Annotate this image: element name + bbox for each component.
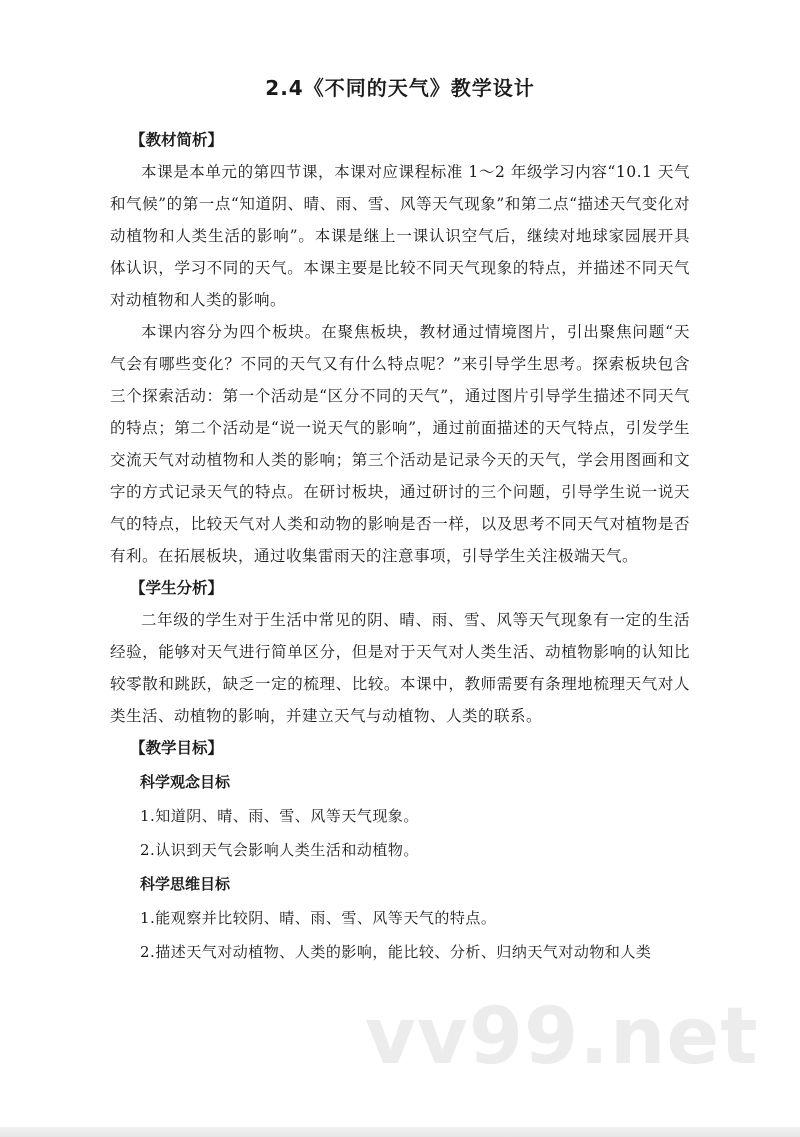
paragraph: 本课是本单元的第四节课，本课对应课程标准 1～2 年级学习内容“10.1 天气和气候”的第一点“知道阴、晴、雨、雪、风等天气现象”和第二点“描述天气变化对动植物和人类生活的影响”。本课是继上一课认识空气后，继续对地球家园展开具体认识，学习不同的天气。本课主要是比较不同天气现象的特点，并描述不同天气对动植物和人类的影响。 [110,163,690,309]
document-body [110,72,690,968]
paragraph: 二年级的学生对于生活中常见的阴、晴、雨、雪、风等天气现象有一定的生活经验，能够对天气进行简单区分，但是对于天气对人类生活、动植物影响的认知比较零散和跳跃，缺乏一定的梳理、比较。本课中，教师需要有条理地梳理天气对人类生活、动植物的影响，并建立天气与动植物、人类的联系。 [110,611,690,725]
section-heading-student-analysis: 【学生分析】 [130,579,224,597]
document-title: 2.4《不同的天气》教学设计 [265,76,535,100]
goal-item: 1.能观察并比较阴、晴、雨、雪、风等天气的特点。 [140,909,497,927]
section-heading-teaching-goals: 【教学目标】 [130,739,224,757]
subheading-science-concept: 科学观念目标 [140,773,231,791]
paragraph: 本课内容分为四个板块。在聚焦板块，教材通过情境图片，引出聚焦问题“天气会有哪些变化？不同的天气又有什么特点呢？”来引导学生思考。探索板块包含三个探索活动：第一个活动是“区分不同的天气”，通过图片引导学生描述不同天气的特点；第二个活动是“说一说天气的影响”，通过前面描述的天气特点，引发学生交流天气对动植物和人类的影响；第三个活动是记录今天的天气，学会用图画和文字的方式记录天气的特点。在研讨板块，通过研讨的三个问题，引导学生说一说天气的特点，比较天气对人类和动物的影响是否一样，以及思考不同天气对植物是否有利。在拓展板块，通过收集雷雨天的注意事项，引导学生关注极端天气。 [110,323,690,565]
goal-item: 2.认识到天气会影响人类生活和动植物。 [140,841,419,859]
section-heading-textbook-analysis: 【教材简析】 [130,131,224,149]
goal-item: 1.知道阴、晴、雨、雪、风等天气现象。 [140,807,419,825]
watermark: vv99.net [365,992,759,1082]
goal-item: 2.描述天气对动植物、人类的影响，能比较、分析、归纳天气对动物和人类 [140,943,652,961]
subheading-science-thinking: 科学思维目标 [140,875,231,893]
page-bottom-edge [0,1127,800,1137]
